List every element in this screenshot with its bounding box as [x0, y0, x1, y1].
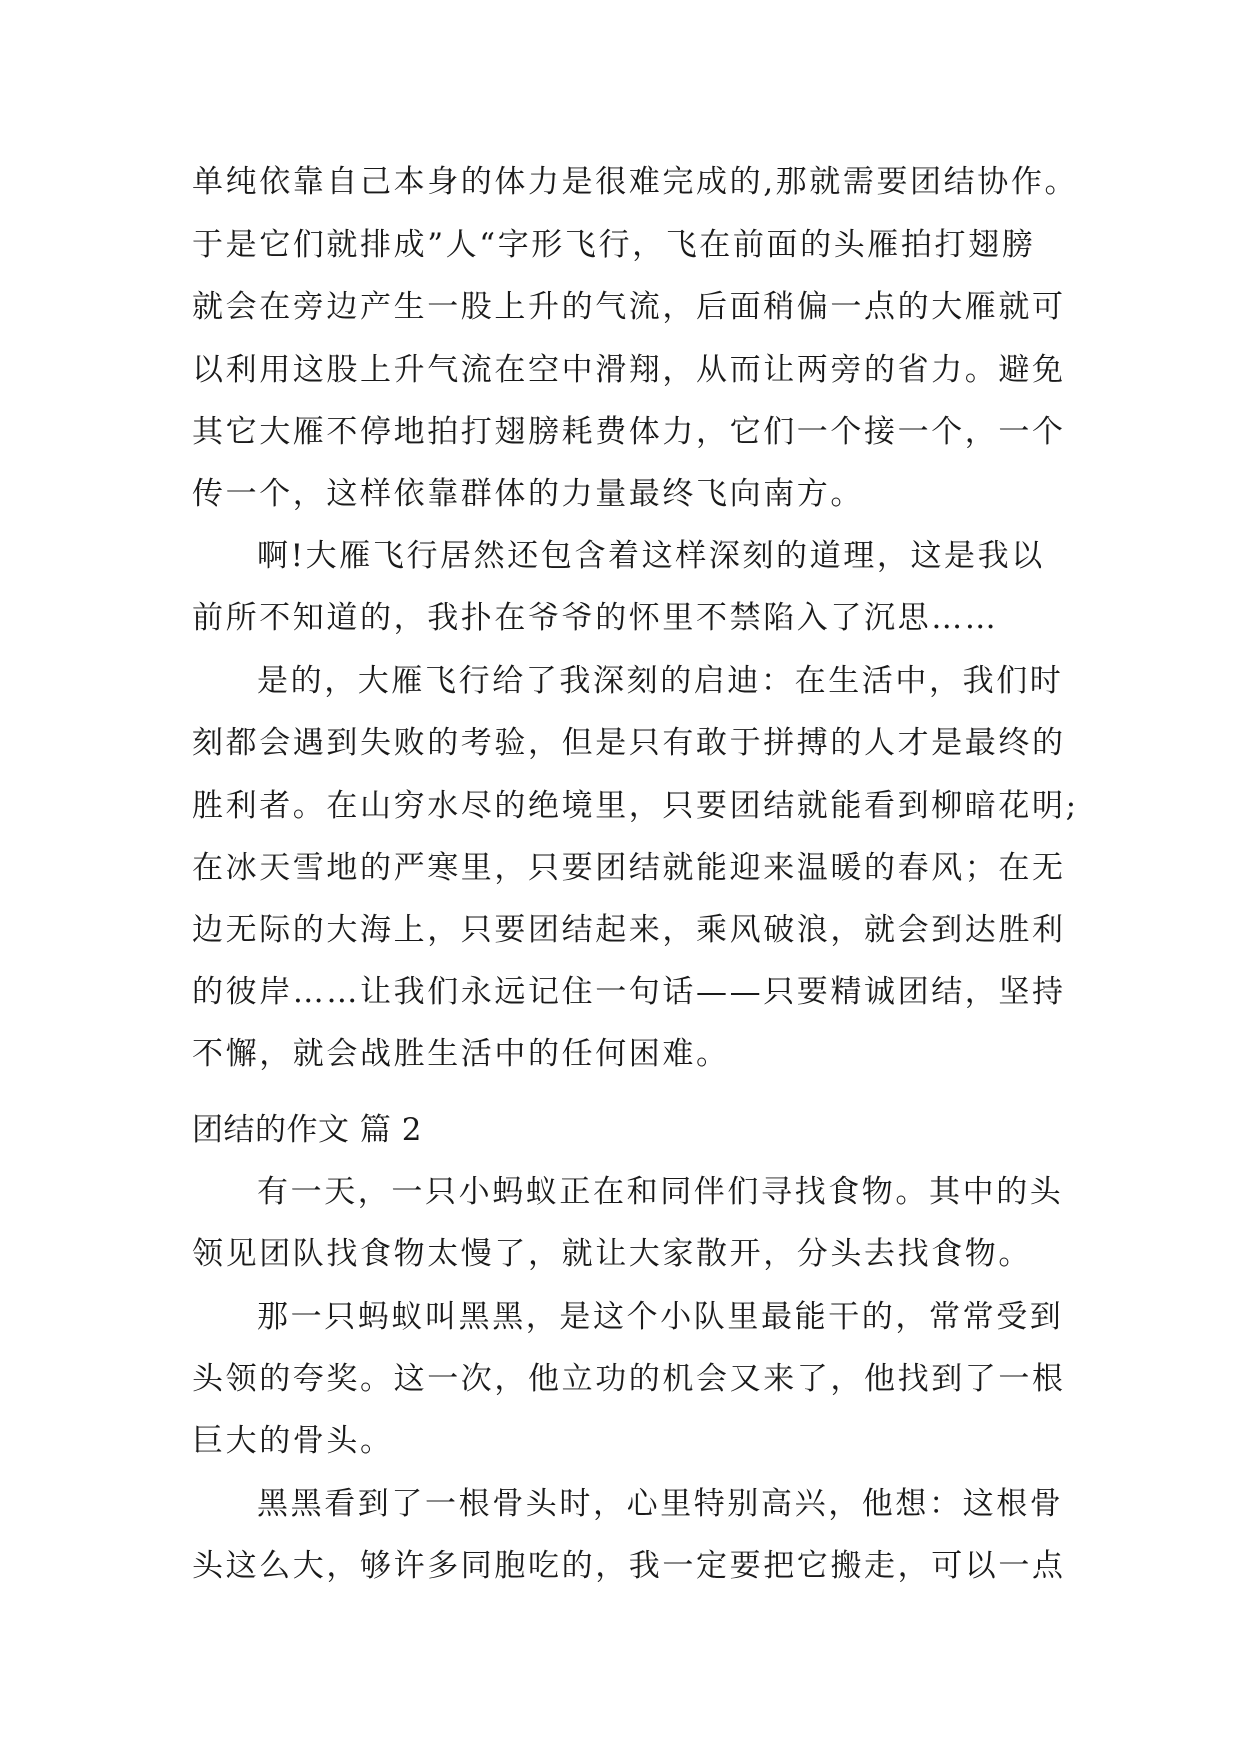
paragraph-first-line: 有一天，一只小蚂蚁正在和同伴们寻找食物。其中的头	[257, 1174, 1064, 1210]
text-line: 不懈，就会战胜生活中的任何困难。	[192, 1036, 730, 1072]
text-line: 在冰天雪地的严寒里，只要团结就能迎来温暖的春风；在无	[192, 850, 1066, 886]
paragraph-first-line: 啊!大雁飞行居然还包含着这样深刻的道理，这是我以	[257, 538, 1045, 574]
paragraph-first-line: 那一只蚂蚁叫黑黑，是这个小队里最能干的，常常受到	[257, 1299, 1064, 1335]
paragraph-first-line: 是的，大雁飞行给了我深刻的启迪：在生活中，我们时	[257, 663, 1064, 699]
text-line: 于是它们就排成”人“字形飞行，飞在前面的头雁拍打翅膀	[192, 227, 1036, 263]
text-line: 刻都会遇到失败的考验，但是只有敢于拼搏的人才是最终的	[192, 725, 1066, 761]
text-line: 头这么大，够许多同胞吃的，我一定要把它搬走，可以一点	[192, 1548, 1066, 1584]
text-line: 其它大雁不停地拍打翅膀耗费体力，它们一个接一个，一个	[192, 414, 1066, 450]
text-line: 以利用这股上升气流在空中滑翔，从而让两旁的省力。避免	[192, 352, 1066, 388]
text-line: 的彼岸……让我们永远记住一句话——只要精诚团结，坚持	[192, 974, 1066, 1010]
paragraph-first-line: 黑黑看到了一根骨头时，心里特别高兴，他想：这根骨	[257, 1486, 1064, 1522]
text-line: 前所不知道的，我扑在爷爷的怀里不禁陷入了沉思……	[192, 600, 999, 636]
text-line: 巨大的骨头。	[192, 1423, 394, 1459]
section-heading: 团结的作文 篇 2	[192, 1112, 422, 1148]
text-line: 胜利者。在山穷水尽的绝境里，只要团结就能看到柳暗花明;	[192, 788, 1079, 824]
text-line: 就会在旁边产生一股上升的气流，后面稍偏一点的大雁就可	[192, 289, 1066, 325]
text-line: 领见团队找食物太慢了，就让大家散开，分头去找食物。	[192, 1236, 1032, 1272]
text-line: 边无际的大海上，只要团结起来，乘风破浪，就会到达胜利	[192, 912, 1066, 948]
text-line: 传一个，这样依靠群体的力量最终飞向南方。	[192, 476, 864, 512]
text-line: 头领的夸奖。这一次，他立功的机会又来了，他找到了一根	[192, 1361, 1066, 1397]
text-line: 单纯依靠自己本身的体力是很难完成的,那就需要团结协作。	[192, 164, 1079, 200]
